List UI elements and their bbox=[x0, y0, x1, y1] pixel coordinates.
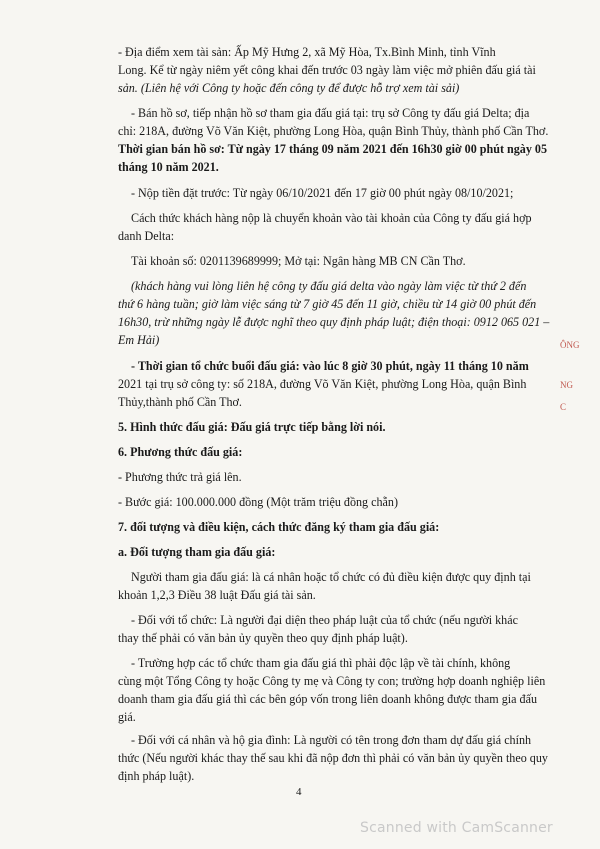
doc-line: định pháp luật). bbox=[118, 769, 195, 783]
doc-line: tháng 10 năm 2021. bbox=[118, 160, 219, 174]
scanner-watermark: Scanned with CamScanner bbox=[360, 820, 553, 836]
side-stamp-mark: ÔNG bbox=[560, 340, 580, 350]
doc-line: thứ 6 hàng tuần; giờ làm việc sáng từ 7 giờ 45 đến 11 giờ, chiều từ 14 giờ 00 phút đến bbox=[118, 297, 537, 311]
doc-line: - Phương thức trả giá lên. bbox=[118, 470, 242, 484]
doc-line: Long. Kể từ ngày niêm yết công khai đến trước 03 ngày làm việc mở phiên đấu giá tài bbox=[118, 63, 536, 77]
doc-line: thay thế phải có văn bản ủy quyền theo quy định pháp luật). bbox=[118, 631, 408, 645]
doc-line: 2021 tại trụ sở công ty: số 218A, đường Võ Văn Kiệt, phường Long Hòa, quận Bình bbox=[118, 377, 527, 391]
section-heading: 7. đối tượng và điều kiện, cách thức đăng ký tham gia đấu giá: bbox=[118, 520, 440, 534]
section-heading: 6. Phương thức đấu giá: bbox=[118, 445, 243, 459]
doc-line: thức (Nếu người khác thay thế sau khi đã nộp đơn thì phải có văn bản ủy quyền theo quy bbox=[118, 751, 548, 765]
doc-line: - Thời gian tổ chức buổi đấu giá: vào lúc 8 giờ 30 phút, ngày 11 tháng 10 năm bbox=[131, 359, 529, 373]
doc-line: - Bán hồ sơ, tiếp nhận hồ sơ tham gia đấu giá tại: trụ sở Công ty đấu giá Delta; địa bbox=[131, 106, 530, 120]
doc-line: doanh tham gia đấu giá thì các bên góp vốn trong liên doanh không được tham gia đấu bbox=[118, 692, 537, 706]
doc-line: Người tham gia đấu giá: là cá nhân hoặc tổ chức có đủ điều kiện được quy định tại bbox=[131, 570, 531, 584]
doc-line: Tài khoản số: 0201139689999; Mở tại: Ngân hàng MB CN Cần Thơ. bbox=[131, 254, 466, 268]
doc-line: khoản 1,2,3 Điều 38 luật Đấu giá tài sản. bbox=[118, 588, 316, 602]
side-stamp-mark: NG bbox=[560, 380, 573, 390]
doc-line: chỉ: 218A, đường Võ Văn Kiệt, phường Long Hòa, quận Bình Thủy, thành phố Cần Thơ. bbox=[118, 124, 549, 138]
doc-line: - Bước giá: 100.000.000 đồng (Một trăm triệu đồng chẵn) bbox=[118, 495, 398, 509]
doc-line: cùng một Tổng Công ty hoặc Công ty mẹ và Công ty con; trường hợp doanh nghiệp liên bbox=[118, 674, 546, 688]
doc-line: - Đối với tổ chức: Là người đại diện theo pháp luật của tổ chức (nếu người khác bbox=[131, 613, 518, 627]
section-heading: a. Đối tượng tham gia đấu giá: bbox=[118, 545, 276, 559]
page-number: 4 bbox=[296, 786, 302, 798]
doc-line: (khách hàng vui lòng liên hệ công ty đấu giá delta vào ngày làm việc từ thứ 2 đến bbox=[131, 279, 527, 293]
doc-line: - Nộp tiền đặt trước: Từ ngày 06/10/2021 đến 17 giờ 00 phút ngày 08/10/2021; bbox=[131, 186, 514, 200]
doc-line: - Địa điểm xem tài sản: Ấp Mỹ Hưng 2, xã Mỹ Hòa, Tx.Bình Minh, tỉnh Vĩnh bbox=[118, 45, 496, 59]
doc-line: 16h30, trừ những ngày lễ được nghĩ theo quy định pháp luật; điện thoại: 0912 065 021 – bbox=[118, 315, 550, 329]
doc-line: sản. (Liên hệ với Công ty hoặc đến công ty để được hỗ trợ xem tài sải) bbox=[118, 81, 460, 95]
doc-line: giá. bbox=[118, 710, 136, 724]
doc-line: Thời gian bán hồ sơ: Từ ngày 17 tháng 09 năm 2021 đến 16h30 giờ 00 phút ngày 05 bbox=[118, 142, 548, 156]
doc-line: - Đối với cá nhân và hộ gia đình: Là người có tên trong đơn tham dự đấu giá chính bbox=[131, 733, 532, 747]
doc-line: Em Hải) bbox=[118, 333, 160, 347]
doc-line: danh Delta: bbox=[118, 229, 175, 243]
section-heading: 5. Hình thức đấu giá: Đấu giá trực tiếp bằng lời nói. bbox=[118, 420, 386, 434]
side-stamp-mark: C bbox=[560, 402, 567, 412]
doc-line: - Trường hợp các tổ chức tham gia đấu giá thì phải độc lập về tài chính, không bbox=[131, 656, 511, 670]
doc-line: Cách thức khách hàng nộp là chuyển khoản vào tài khoản của Công ty đấu giá hợp bbox=[131, 211, 532, 225]
doc-line: Thủy,thành phố Cần Thơ. bbox=[118, 395, 242, 409]
